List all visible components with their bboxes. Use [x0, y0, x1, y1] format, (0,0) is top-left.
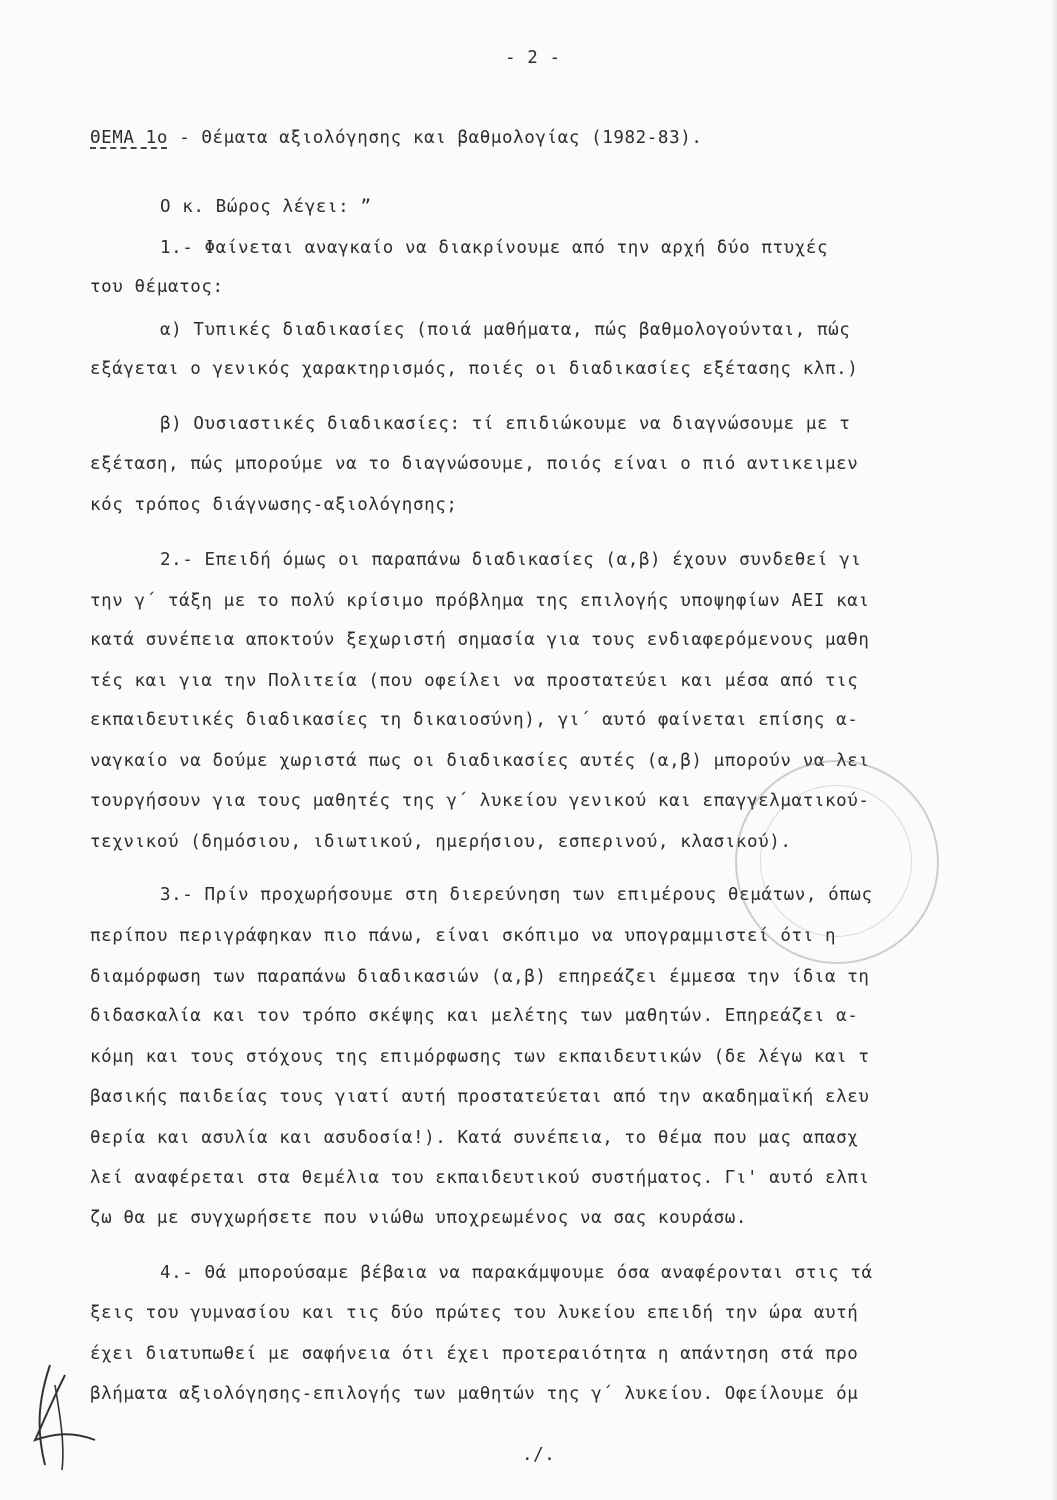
text-line: 2.- Επειδή όμως οι παραπάνω διαδικασίες (α,β) έχουν συνδεθεί γι: [160, 550, 862, 570]
text-line: ζω θα με συγχωρήσετε που νιώθω υποχρεωμένος να σας κουράσω.: [90, 1208, 748, 1228]
section-heading: [90, 128, 702, 148]
page-number: - 2 -: [505, 48, 561, 68]
text-line: 3.- Πρίν προχωρήσουμε στη διερεύνηση των επιμέρους θεμάτων, όπως: [160, 885, 873, 905]
text-line: κατά συνέπεια αποκτούν ξεχωριστή σημασία για τους ενδιαφερόμενους μαθη: [90, 630, 870, 650]
text-line: περίπου περιγράφηκαν πιο πάνω, είναι σκόπιμο να υπογραμμιστεί ότι η: [90, 926, 837, 946]
intro-line: Ο κ. Βώρος λέγει: ”: [160, 197, 372, 217]
page-edge-shadow: [1051, 0, 1057, 1500]
text-line: του θέματος:: [90, 277, 224, 297]
text-line: βασικής παιδείας τους γιατί αυτή προστατεύεται από την ακαδημαϊκή ελευ: [90, 1087, 870, 1107]
section-heading-title: - Θέματα αξιολόγησης και βαθμολογίας (1982-83).: [167, 128, 703, 148]
text-line: διδασκαλία και τον τρόπο σκέψης και μελέτης των μαθητών. Επηρεάζει α-: [90, 1006, 859, 1026]
section-heading-label: ΘΕΜΑ 1ο: [90, 128, 168, 148]
text-line: 4.- Θά μπορούσαμε βέβαια να παρακάμψουμε όσα αναφέρονται στις τά: [160, 1263, 873, 1283]
signature-mark: [20, 1355, 110, 1475]
text-line: την γ΄ τάξη με το πολύ κρίσιμο πρόβλημα της επιλογής υποψηφίων ΑΕΙ και: [90, 591, 870, 611]
text-line: τεχνικού (δημόσιου, ιδιωτικού, ημερήσιου, εσπερινού, κλασικού).: [90, 832, 792, 852]
text-line: τές και για την Πολιτεία (που οφείλει να προστατεύει και μέσα από τις: [90, 671, 859, 691]
text-line: κός τρόπος διάγνωσης-αξιολόγησης;: [90, 495, 458, 515]
text-line: έχει διατυπωθεί με σαφήνεια ότι έχει προτεραιότητα η απάντηση στά προ: [90, 1344, 859, 1364]
official-stamp-inner-ring: [760, 785, 912, 937]
text-line: εκπαιδευτικές διαδικασίες τη δικαιοσύνη), γι΄ αυτό φαίνεται επίσης α-: [90, 710, 859, 730]
text-line: λεί αναφέρεται στα θεμέλια του εκπαιδευτικού συστήματος. Γι' αυτό ελπι: [90, 1168, 870, 1188]
text-line: βλήματα αξιολόγησης-επιλογής των μαθητών της γ΄ λυκείου. Οφείλουμε όμ: [90, 1384, 859, 1404]
text-line: κόμη και τους στόχους της επιμόρφωσης των εκπαιδευτικών (δε λέγω και τ: [90, 1047, 870, 1067]
continuation-mark: ./.: [522, 1445, 556, 1465]
text-line: τουργήσουν για τους μαθητές της γ΄ λυκείου γενικού και επαγγελματικού-: [90, 791, 870, 811]
text-line: εξέταση, πώς μπορούμε να το διαγνώσουμε, ποιός είναι ο πιό αντικειμεν: [90, 454, 859, 474]
text-line: ξεις του γυμνασίου και τις δύο πρώτες του λυκείου επειδή την ώρα αυτή: [90, 1303, 859, 1323]
text-line: εξάγεται ο γενικός χαρακτηρισμός, ποιές οι διαδικασίες εξέτασης κλπ.): [90, 359, 859, 379]
text-line: θερία και ασυλία και ασυδοσία!). Κατά συνέπεια, το θέμα που μας απασχ: [90, 1128, 859, 1148]
text-line: β) Ουσιαστικές διαδικασίες: τί επιδιώκουμε να διαγνώσουμε με τ: [160, 414, 851, 434]
text-line: ναγκαίο να δούμε χωριστά πως οι διαδικασίες αυτές (α,β) μπορούν να λει: [90, 751, 870, 771]
text-line: α) Τυπικές διαδικασίες (ποιά μαθήματα, πώς βαθμολογούνται, πώς: [160, 320, 851, 340]
text-line: διαμόρφωση των παραπάνω διαδικασιών (α,β) επηρεάζει έμμεσα την ίδια τη: [90, 967, 870, 987]
text-line: 1.- Φαίνεται αναγκαίο να διακρίνουμε από την αρχή δύο πτυχές: [160, 238, 829, 258]
